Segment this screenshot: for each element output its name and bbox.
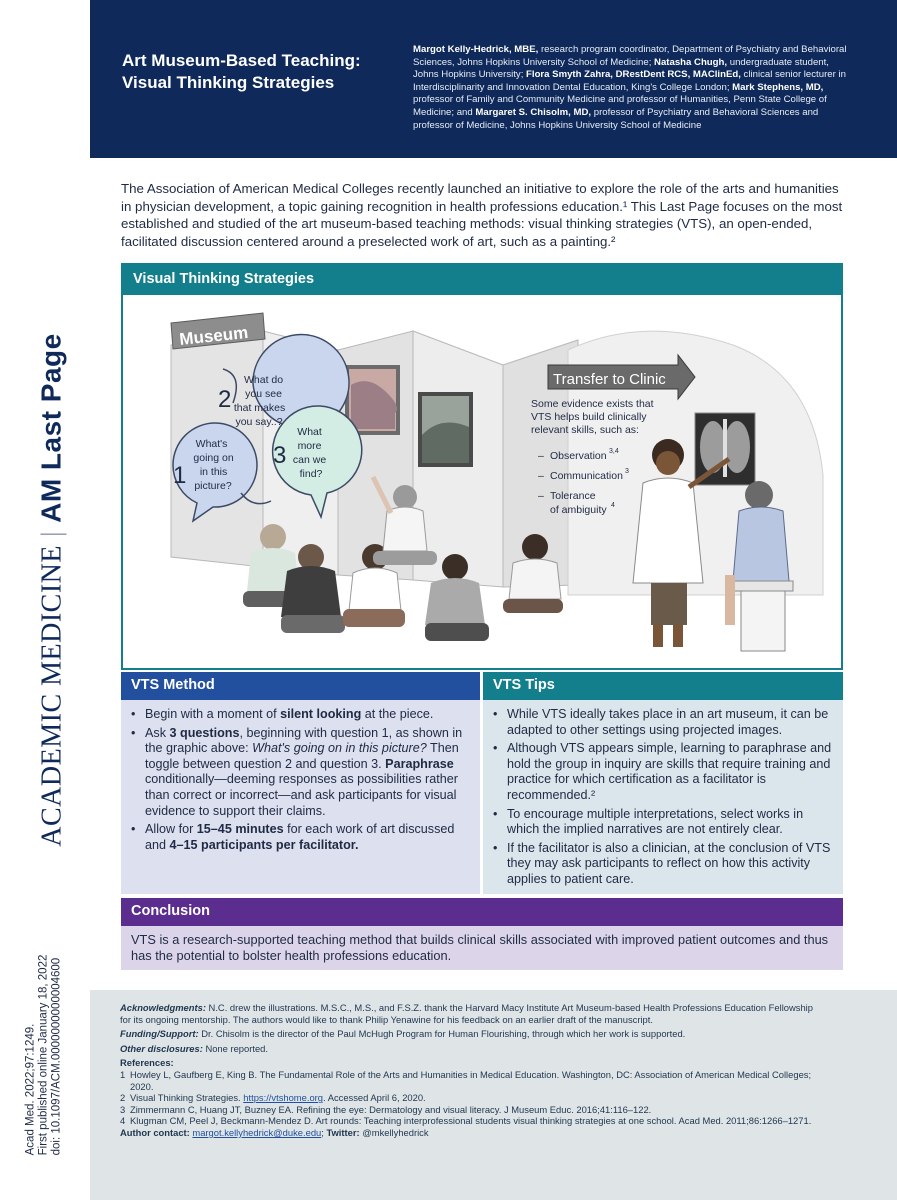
list-item (129, 726, 470, 820)
ack-text: N.C. drew the illustrations. M.S.C., M.S., and F.S.Z. thank the Harvard Macy Institute Art Museum-based Health Professions Education Fellowship for its ongoing mentorship. The authors would like to thank Philip Yenawine for his feedback on an earlier draft of the manuscript. (120, 1002, 813, 1025)
funding (120, 1028, 820, 1040)
references-heading: References: (120, 1057, 174, 1069)
evidence-line: relevant skills, such as: (531, 424, 639, 436)
vts-tips-list (483, 700, 843, 888)
author-affiliation: research program coordinator, Department of Psychiatry and Behavioral Sciences, Johns Hopkins University School of Medicine; (413, 44, 847, 68)
q2-line: you see (245, 388, 282, 400)
doi-line: doi: 10.1097/ACM.0000000000004600 (50, 957, 63, 1156)
author-name: Flora Smyth Zahra, DRestDent RCS, MAClinEd, (526, 69, 741, 81)
author-name: Mark Stephens, MD, (732, 81, 824, 93)
question-1-number: 1 (173, 462, 187, 489)
citation-line: Acad Med. 2022;97:1249. (24, 1023, 37, 1156)
ref-text: Visual Thinking Strategies. (130, 1092, 244, 1104)
twitter-label: Twitter: (326, 1126, 360, 1138)
reference-item (120, 1069, 820, 1092)
q2-line: What do (243, 374, 284, 386)
twitter-handle[interactable]: @mkellyhedrick (362, 1126, 429, 1138)
ref-number: 2 (120, 1092, 126, 1104)
skill-ref: 3 (625, 468, 629, 475)
transfer-label: Transfer to Clinic (553, 371, 666, 388)
list-item (129, 822, 470, 853)
conclusion-heading: Conclusion (121, 898, 843, 926)
list-item (129, 707, 470, 723)
text: Allow for (145, 822, 197, 837)
ref-text: Howley L, Gaufberg E, King B. The Fundamental Role of the Arts and Humanities in Medical Education. Washington, DC: Association of American Medical Colleges; 2020. (130, 1068, 812, 1092)
author-email-link[interactable]: margot.kellyhedrick@duke.edu (192, 1126, 322, 1138)
q2-line: that makes (233, 402, 286, 414)
vts-illustration (123, 295, 841, 668)
emphasis: 3 questions (169, 725, 240, 740)
ref-number: 1 (120, 1068, 126, 1080)
vts-box-heading: Visual Thinking Strategies (123, 265, 841, 295)
funding-text: Dr. Chisolm is the director of the Paul McHugh Program for Human Flourishing, through which her work is supported. (198, 1028, 686, 1040)
list-item: • While VTS ideally takes place in an art museum, it can be adapted to other settings using projected images. (491, 707, 833, 738)
question-3-number: 3 (273, 442, 287, 469)
ref-text: Klugman CM, Peel J, Beckmann-Mendez D. Art rounds: Teaching interprofessional students visual thinking strategies at one school. Acad Med. 2011;86:1266–1271. (130, 1115, 812, 1127)
text: Ask (145, 725, 170, 740)
ref-text: . Accessed April 6, 2020. (323, 1092, 426, 1104)
author-list (413, 44, 853, 132)
vts-method-heading: VTS Method (121, 672, 480, 700)
emphasis: 15–45 minutes (196, 822, 284, 837)
skill-ref: 4 (611, 502, 615, 509)
q2-line: you say..? (235, 416, 283, 428)
reference-item (120, 1115, 820, 1127)
ack-label: Acknowledgments: (120, 1002, 206, 1013)
text: Then toggle between question 2 and question 3. (145, 741, 459, 771)
title-line-2: Visual Thinking Strategies (122, 73, 335, 92)
vts-method-list (121, 700, 480, 853)
author-affiliation: professor of Family and Community Medicine and professor of Humanities, Penn State College of Medicine; and (413, 94, 827, 118)
ref-number: 4 (120, 1115, 126, 1127)
text: at the piece. (361, 707, 434, 721)
skill-communication: Communication (550, 470, 623, 482)
ref-text: Zimmermann C, Huang JT, Buzney EA. Refining the eye: Dermatology and visual literacy. J Museum Educ. 2016;41:116–122. (130, 1103, 652, 1115)
intro-paragraph: The Association of American Medical Colleges recently launched an initiative to explore the role of the arts and humanities in physician development, a topic gaining recognition in health professions education.¹ This Last Page focuses on the most established and studied of the art museum-based teaching methods: visual thinking strategies (VTS), an open-ended, facilitated discussion centered around a preselected work of art, such as a painting.² (121, 181, 843, 249)
vts-method-panel (121, 672, 480, 894)
conclusion-text: VTS is a research-supported teaching method that builds clinical skills associated with improved patient outcomes and thus has the potential to bolster health professions education. (131, 932, 829, 963)
q3-line: more (297, 440, 322, 452)
q1-line: picture? (194, 480, 232, 492)
text: Begin with a moment of (145, 707, 281, 721)
vts-tips-heading: VTS Tips (483, 672, 843, 700)
skill-dash: – (538, 470, 544, 482)
references-list (120, 1069, 820, 1127)
ref-number: 3 (120, 1103, 126, 1115)
page-title (122, 50, 392, 94)
text: conditionally—deeming responses as possibilities rather than correct or incorrect—and ask participants for visual evidence to support their claims. (145, 772, 458, 818)
author-contact: Author contact: margot.kellyhedrick@duke.edu; Twitter: @mkellyhedrick (120, 1126, 429, 1138)
citation-block (25, 955, 64, 1156)
q1-line: going on (193, 452, 234, 464)
author-affiliation: professor of Psychiatry and Behavioral Sciences and professor of Medicine, Johns Hopkins University School of Medicine (413, 106, 819, 131)
author-name: Margot Kelly-Hedrick, MBE, (413, 44, 539, 55)
author-affiliation: undergraduate student, Johns Hopkins University; (413, 56, 829, 81)
evidence-text (531, 398, 657, 436)
skill-observation: Observation (550, 450, 607, 462)
list-item: • Although VTS appears simple, learning to paraphrase and hold the group in inquiry are skills that require training and practice for which certification as a facilitator is recommended.² (491, 741, 833, 803)
q1-line: in this (199, 466, 228, 478)
other-disclosures (120, 1043, 820, 1055)
author-name: Margaret S. Chisolm, MD, (475, 106, 592, 118)
conclusion-panel (121, 898, 843, 970)
disclosures-text: None reported. (202, 1042, 268, 1054)
footer-content (120, 1002, 820, 1142)
author-affiliation: clinical senior lecturer in Interdisciplinarity and Innovation Dental Education, King's College London; (413, 69, 846, 93)
q3-line: What (297, 426, 322, 438)
italic-text: What's going on in this picture? (252, 741, 427, 756)
vts-illustration-box (121, 263, 843, 670)
reference-item (120, 1092, 820, 1104)
skill-ambiguity: of ambiguity (550, 504, 607, 516)
reference-item (120, 1104, 820, 1116)
q3-line: find? (299, 468, 323, 480)
acknowledgments (120, 1002, 820, 1025)
contact-label: Author contact: (120, 1126, 190, 1138)
brand-separator: | (36, 530, 68, 537)
section-name: AM Last Page (35, 333, 67, 523)
skill-tolerance: Tolerance (550, 490, 596, 502)
museum-banner-text: Museum (178, 322, 250, 350)
text: , beginning with question 1, as shown in the graphic above: (145, 725, 463, 756)
skill-dash: – (538, 490, 544, 502)
published-line: First published online January 18, 2022 (37, 954, 50, 1156)
list-item: • To encourage multiple interpretations, select works in which the implied narratives are not entirely clear. (491, 807, 833, 838)
funding-label: Funding/Support: (120, 1028, 199, 1040)
author-name: Natasha Chugh, (654, 56, 728, 68)
emphasis: silent looking (280, 707, 362, 721)
emphasis: 4–15 participants per facilitator. (169, 837, 359, 852)
title-line-1: Art Museum-Based Teaching: (122, 51, 361, 70)
journal-name: ACADEMIC MEDICINE (36, 545, 68, 847)
list-item: • If the facilitator is also a clinician, at the conclusion of VTS they may ask participants to reflect on how this activity applies to patient care. (491, 841, 833, 888)
emphasis: Paraphrase (385, 756, 454, 771)
disclosures-label: Other disclosures: (120, 1042, 203, 1054)
vts-tips-panel (483, 672, 843, 894)
q1-line: What's (195, 438, 228, 450)
text: for each work of art discussed and (145, 822, 455, 852)
vts-website-link[interactable]: https://vtshome.org (243, 1092, 323, 1104)
evidence-line: VTS helps build clinically (531, 411, 647, 423)
evidence-line: Some evidence exists that (531, 398, 654, 410)
footer (90, 990, 897, 1200)
journal-brand (36, 333, 69, 846)
skill-dash: – (538, 450, 544, 462)
question-2-number: 2 (218, 386, 232, 413)
header-banner (90, 0, 897, 158)
skill-ref: 3,4 (609, 448, 619, 455)
q3-line: can we (292, 454, 327, 466)
sidebar (0, 0, 90, 1200)
